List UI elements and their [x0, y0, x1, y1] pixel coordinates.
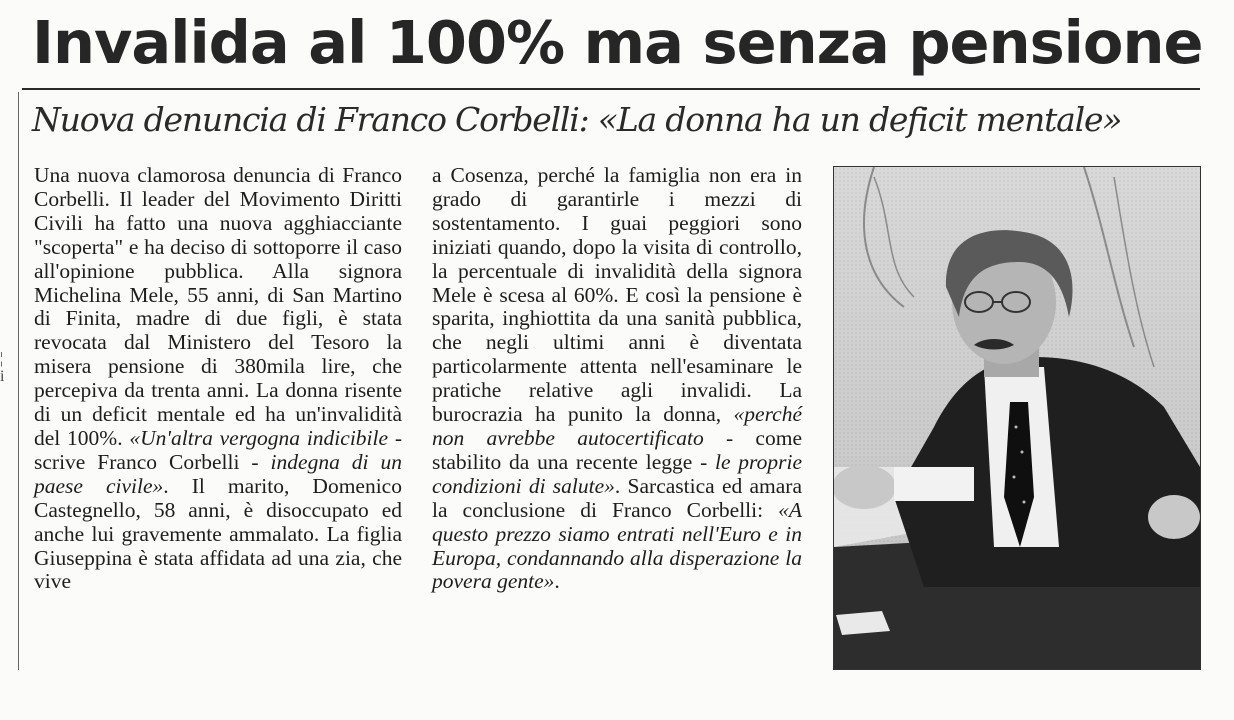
edge-mark: i [0, 368, 5, 385]
column-rule [18, 92, 19, 670]
scan-edge-marks [0, 350, 6, 386]
col2-text-1: a Cosenza, perché la famiglia non era in grado di garantirle i mezzi di sostentamento. I guai peggiori sono iniziati quando, dopo la visita di controllo, la percentuale di invalidità della signora Mele è scesa al 60%. E così la pensione è sparita, inghiottita da una sanità pubblica, che negli ultimi anni è diventata particolarmente attenta nell'esaminare le pratiche relative agli invalidi. La burocrazia ha punito la donna, [432, 163, 802, 427]
col2-text-4: . [554, 569, 560, 594]
col2-quote-3: «A questo prezzo siamo entrati nell'Euro e in Europa, condannando alla disperazione la povera gente» [432, 497, 802, 594]
subheadline: Nuova denuncia di Franco Corbelli: «La donna ha un deficit mentale» [32, 100, 1122, 139]
col2-text-3: . Sarcastica ed amara la conclusione di Franco Corbelli: [432, 473, 802, 522]
article-photo [833, 166, 1201, 670]
col1-quote-2: indegna di un paese civile» [34, 449, 402, 498]
article-column-1 [34, 164, 402, 594]
col2-quote-1: «perché non avrebbe autocertificato [432, 402, 802, 450]
col2-text-2: - come stabilito da una recente legge - [432, 425, 802, 474]
col1-text-3: . Il marito, Domenico Castegnello, 58 anni, è disoccupato ed anche lui gravemente ammalato. La figlia Giuseppina è stata affidata ad una zia, che vive [34, 473, 402, 594]
col2-quote-2: le proprie condizioni di salute» [432, 449, 803, 498]
headline-rule [22, 88, 1200, 90]
edge-mark: ¦ [0, 350, 4, 367]
headline: Invalida al 100% ma senza pensione [32, 8, 1203, 77]
portrait-image [834, 167, 1200, 669]
article-column-2 [432, 164, 802, 594]
col1-text-2: - scrive Franco Corbelli - [34, 425, 403, 474]
col1-quote-1: «Un'altra vergogna indicibile [129, 425, 389, 450]
col1-text-1: Una nuova clamorosa denuncia di Franco Corbelli. Il leader del Movimento Diritti Civili ha fatto una nuova agghiacciante "scoperta" e ha deciso di sottoporre il caso all'opinione pubblica. Alla signora Michelina Mele, 55 anni, di San Martino di Finita, madre di due figli, è stata revocata dal Ministero del Tesoro la misera pensione di 380mila lire, che percepiva da trenta anni. La donna risente di un deficit mentale ed ha un'invalidità del 100%. [34, 163, 402, 450]
